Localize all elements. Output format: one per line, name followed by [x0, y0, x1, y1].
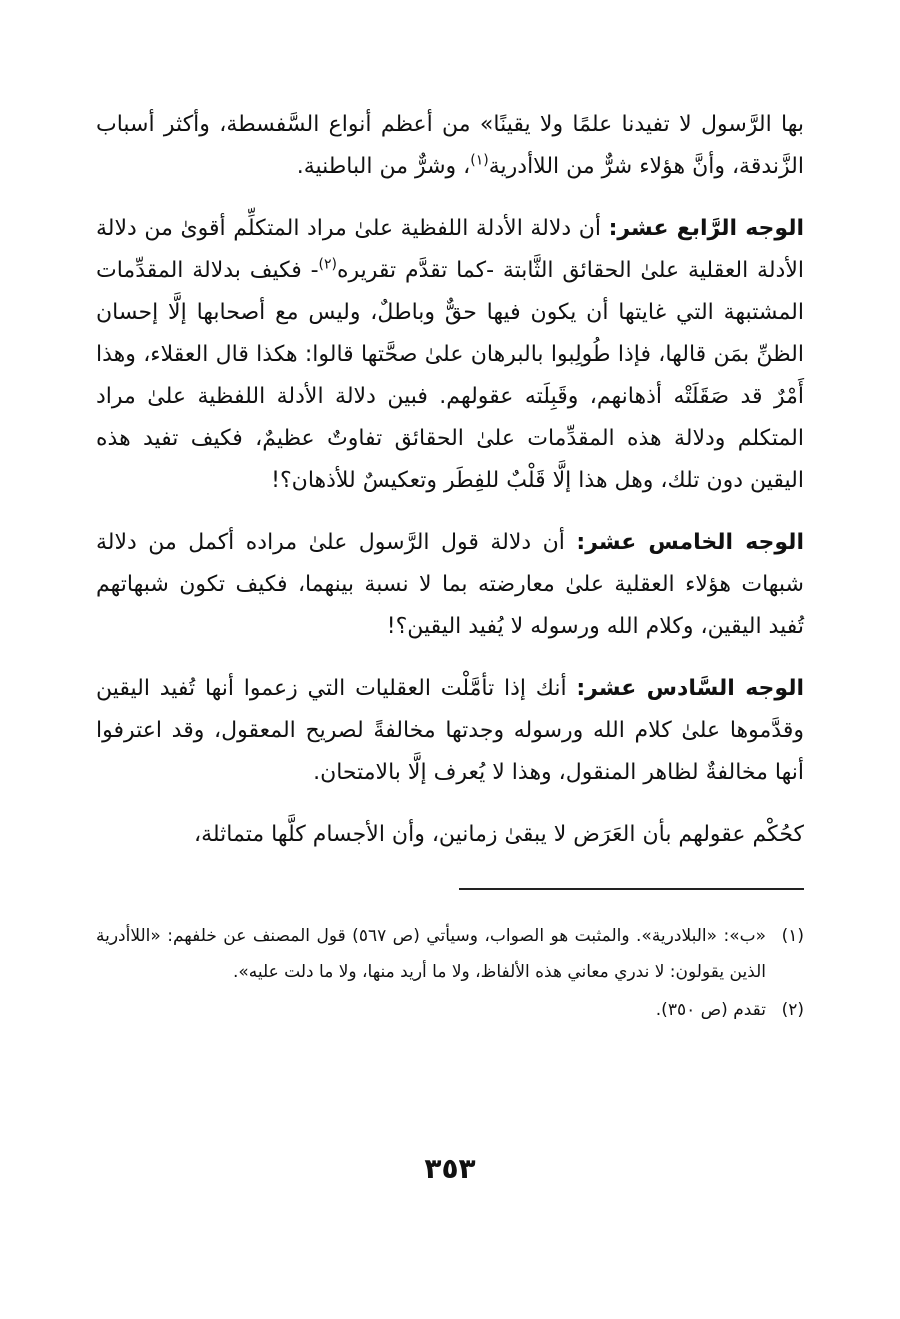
paragraph-2 [96, 208, 804, 502]
page-number: ٣٥٣ [424, 1152, 476, 1185]
footnote-ref-2[interactable]: (٢) [318, 256, 337, 273]
footnote-2-number: (٢) [781, 1000, 804, 1020]
paragraph-4-text: أنك إذا تأمَّلْت العقليات التي زعموا أنها تُفيد اليقين وقدَّموها علىٰ كلام الله ورسوله وجدتها مخالفةً لصريح المعقول، وقد اعترفوا أنها مخالفةٌ لظاهر المنقول، وهذا لا يُعرف إلَّا بالامتحان. [96, 676, 804, 785]
paragraph-2-text-b: - فكيف بدلالة المقدِّمات المشتبهة التي غايتها أن يكون فيها حقٌّ وباطلٌ، وليس مع أصحابها إلَّا إحسان الظنِّ بمَن قالها، فإذا طُولِبوا بالبرهان علىٰ صحَّتها قالوا: هكذا قال العقلاء، وهذا أَمْرٌ قد صَقَلَتْه أذهانهم، وقَبِلَته عقولهم. فبين دلالة الأدلة اللفظية علىٰ مراد المتكلم ودلالة هذه المقدِّمات علىٰ الحقائق تفاوتٌ عظيمٌ، فكيف تفيد هذه اليقين دون تلك، وهل هذا إلَّا قَلْبٌ للفِطَر وتعكيسٌ للأذهان؟! [96, 258, 804, 493]
paragraph-3-heading: الوجه الخامس عشر: [576, 530, 804, 555]
paragraph-1 [96, 104, 804, 188]
paragraph-5 [96, 814, 804, 856]
footnote-separator [459, 888, 804, 890]
paragraph-1-text-b: ، وشرٌّ من الباطنية. [296, 154, 471, 179]
footnotes [96, 918, 804, 1028]
footnote-1-text: «ب»: «البلادرية». والمثبت هو الصواب، وسيأتي (ص ٥٦٧) قول المصنف عن خلفهم: «اللاأدرية الذين يقولون: لا ندري معاني هذه الألفاظ، ولا ما أريد منها، ولا ما دلت عليه». [96, 926, 766, 982]
footnote-ref-1[interactable]: (١) [470, 152, 489, 169]
paragraph-3-text: أن دلالة قول الرَّسول علىٰ مراده أكمل من دلالة شبهات هؤلاء العقلية علىٰ معارضته بما لا نسبة بينهما، فكيف تكون شبهاتهم تُفيد اليقين، وكلام الله ورسوله لا يُفيد اليقين؟! [96, 530, 804, 639]
footnote-1-number: (١) [781, 926, 804, 946]
paragraph-4-heading: الوجه السَّادس عشر: [576, 676, 805, 701]
footnote-2 [96, 992, 804, 1028]
paragraph-5-text: كحُكْم عقولهم بأن العَرَض لا يبقىٰ زمانين، وأن الأجسام كلَّها متماثلة، [194, 822, 804, 847]
footnote-2-text: تقدم (ص ٣٥٠). [655, 1000, 766, 1020]
paragraph-2-text-a: أن دلالة الأدلة اللفظية علىٰ مراد المتكلِّم أقوىٰ من دلالة الأدلة العقلية علىٰ الحقائق الثَّابتة -كما تقدَّم تقريره [96, 216, 804, 283]
paragraph-2-heading: الوجه الرَّابع عشر: [608, 216, 804, 241]
paragraph-1-text-a: بها الرَّسول لا تفيدنا علمًا ولا يقينًا» من أعظم أنواع السَّفسطة، وأكثر أسباب الزَّندقة، وأنَّ هؤلاء شرٌّ من اللاأدرية [96, 112, 804, 179]
body-text [96, 104, 804, 856]
footnote-1 [96, 918, 804, 990]
paragraph-4 [96, 668, 804, 794]
paragraph-3 [96, 522, 804, 648]
